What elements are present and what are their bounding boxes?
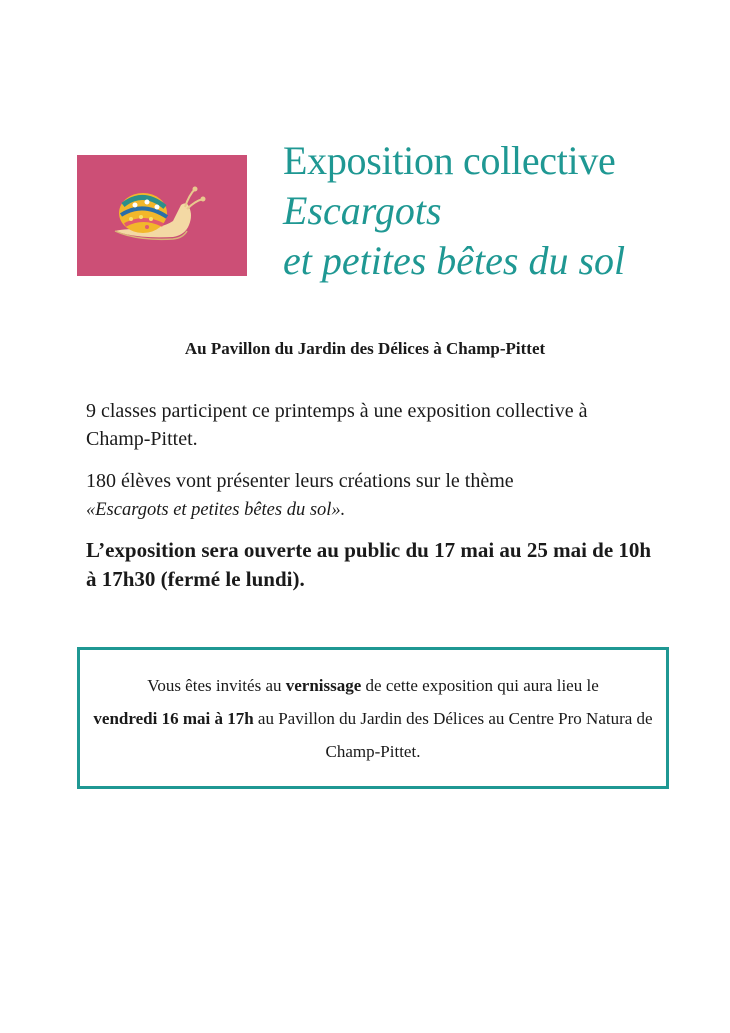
invitation-box (77, 647, 669, 789)
intro-paragraph-1: 9 classes participent ce printemps à une exposition collective à Champ-Pittet. (86, 400, 588, 450)
snail-icon (77, 155, 247, 276)
exhibition-theme: «Escargots et petites bêtes du sol». (86, 500, 346, 520)
invitation-part-1: Vous êtes invités au (147, 676, 286, 695)
invitation-part-3: au Pavillon du Jardin des Délices au Centre Pro Natura de Champ-Pittet. (253, 709, 653, 761)
venue-heading: Au Pavillon du Jardin des Délices à Champ-Pittet (184, 339, 546, 358)
intro-paragraph-2-text: 180 élèves vont présenter leurs créations sur le thème (86, 470, 514, 492)
snail-illustration (77, 155, 247, 276)
title-line-2: Escargots (283, 188, 442, 233)
invitation-date: vendredi 16 mai à 17h (93, 709, 254, 728)
invitation-part-2: de cette exposition qui aura lieu le (361, 676, 599, 695)
invitation-vernissage: vernissage (285, 676, 362, 695)
intro-paragraph-2 (86, 467, 666, 524)
invitation-text (80, 669, 666, 768)
title-line-1: Exposition collective (283, 138, 616, 183)
page-title (283, 136, 703, 286)
opening-hours-paragraph: L’exposition sera ouverte au public du 17 mai au 25 mai de 10h à 17h30 (fermé le lundi). (86, 538, 652, 591)
title-line-3: et petites bêtes du sol (283, 238, 626, 283)
